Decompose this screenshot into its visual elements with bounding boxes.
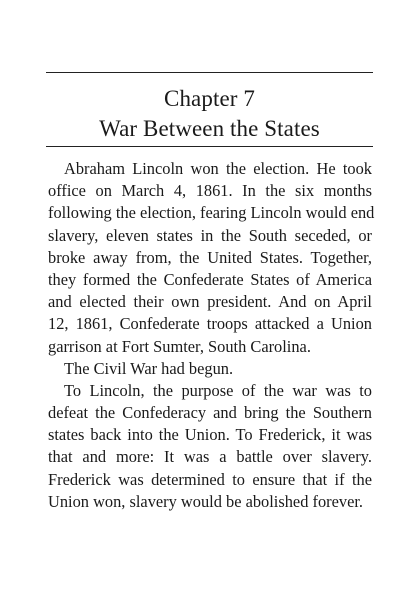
paragraph-line: Frederick was determined to ensure that if the — [48, 469, 372, 489]
paragraph-line: and elected their own president. And on April — [48, 292, 372, 312]
paragraph-line: slavery, eleven states in the South seceded, or — [48, 225, 372, 245]
paragraph-line: they formed the Confederate States of America — [48, 269, 372, 289]
paragraph-line: Union won, slavery would be abolished forever. — [48, 491, 363, 511]
paragraph-line: Abraham Lincoln won the election. He took — [64, 159, 372, 178]
paragraph-line: states back into the Union. To Frederick, it was — [48, 425, 372, 445]
paragraph-line: garrison at Fort Sumter, South Carolina. — [48, 336, 311, 356]
paragraph-line: broke away from, the United States. Together, — [48, 247, 372, 267]
paragraph-line: that and more: It was a battle over slavery. — [48, 447, 372, 467]
paragraph-line: 12, 1861, Confederate troops attacked a Union — [48, 314, 372, 334]
chapter-title: War Between the States — [99, 116, 320, 141]
paragraph-line: following the election, fearing Lincoln would end — [48, 203, 375, 223]
paragraph-line: defeat the Confederacy and bring the Southern — [48, 403, 372, 423]
chapter-body — [48, 158, 375, 513]
paragraph-line: To Lincoln, the purpose of the war was to — [64, 380, 372, 400]
bottom-rule — [46, 146, 373, 147]
paragraph-line: The Civil War had begun. — [64, 358, 234, 378]
paragraph-line: office on March 4, 1861. In the six months — [48, 181, 372, 201]
top-rule — [46, 72, 373, 73]
chapter-number: Chapter 7 — [164, 86, 255, 111]
